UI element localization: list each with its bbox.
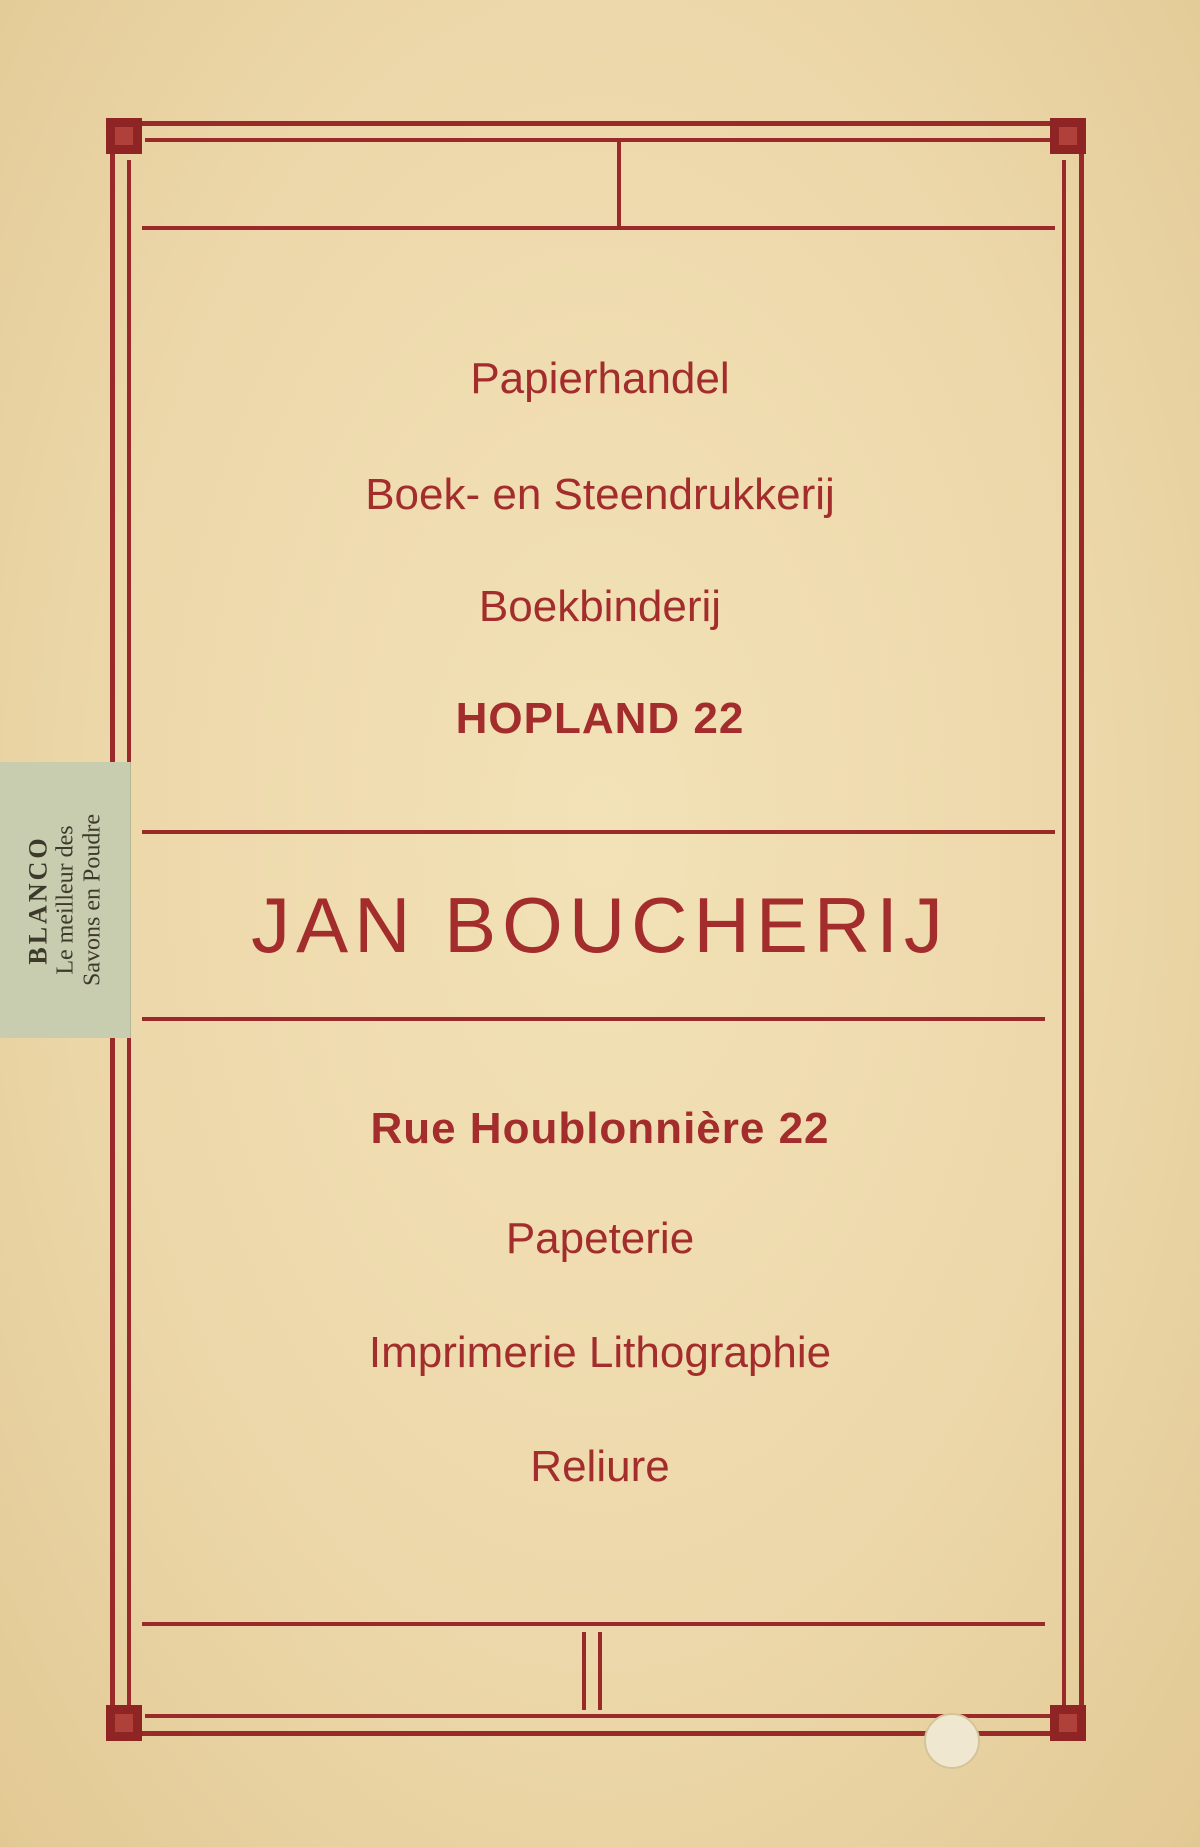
side-label-line-2: Savons en Poudre xyxy=(79,814,106,986)
line-boek-steendrukkerij: Boek- en Steendrukkerij xyxy=(365,470,835,519)
address-hopland: HOPLAND 22 xyxy=(455,694,745,743)
side-label-sticker xyxy=(0,762,131,1038)
side-label-brand: BLANCO xyxy=(23,835,53,965)
address-rue-houblonniere: Rue Houblonnière 22 xyxy=(370,1104,830,1153)
line-papeterie: Papeterie xyxy=(505,1214,695,1263)
line-papierhandel: Papierhandel xyxy=(470,354,730,403)
line-boekbinderij: Boekbinderij xyxy=(478,582,722,631)
punch-hole xyxy=(924,1713,980,1769)
line-reliure: Reliure xyxy=(530,1442,670,1491)
line-imprimerie-lithographie: Imprimerie Lithographie xyxy=(368,1328,832,1377)
side-label-line-1: Le meilleur des xyxy=(52,825,79,975)
company-name: JAN BOUCHERIJ xyxy=(251,881,949,969)
side-label-text xyxy=(24,762,107,1038)
